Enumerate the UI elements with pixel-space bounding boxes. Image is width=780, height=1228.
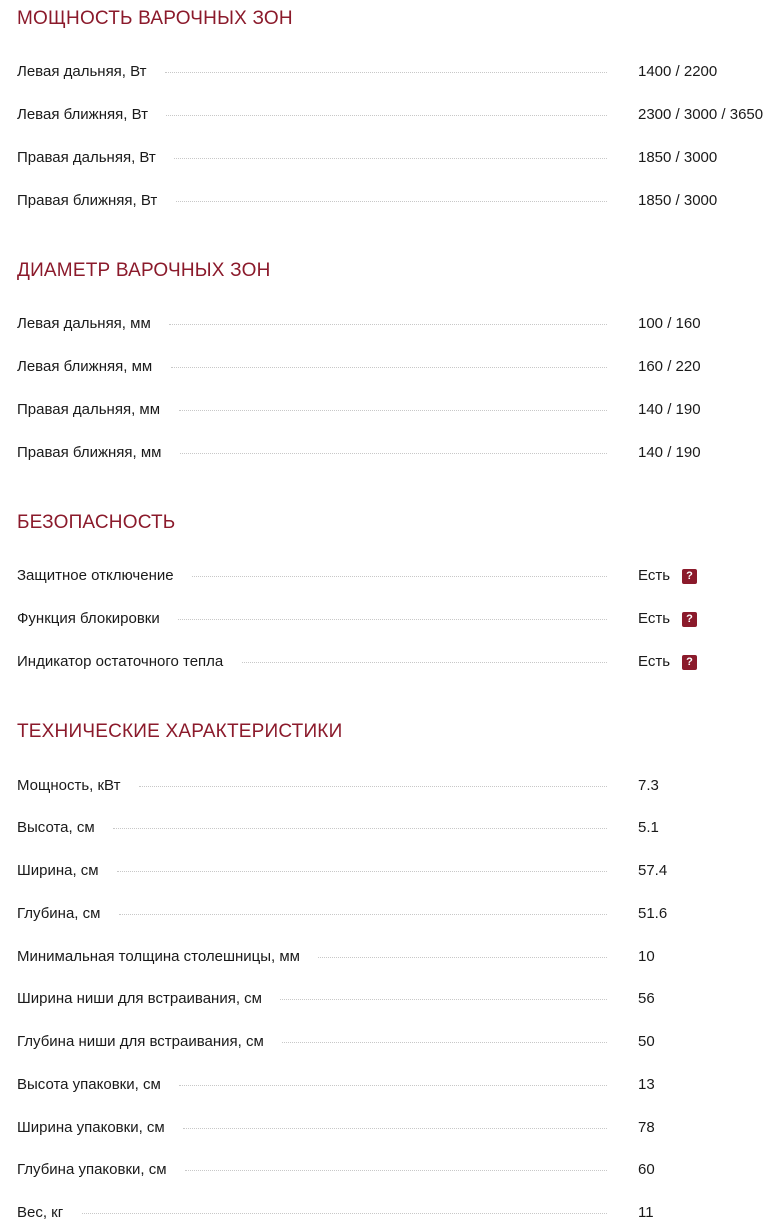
- spec-row: [17, 819, 780, 843]
- spec-label: Индикатор остаточного тепла: [17, 653, 224, 670]
- spec-row: [17, 610, 780, 634]
- spec-value: 11: [638, 1204, 654, 1221]
- spec-value: 56: [638, 990, 655, 1007]
- leader-dots: [183, 1128, 607, 1129]
- leader-dots: [318, 957, 607, 958]
- spec-row: [17, 905, 780, 929]
- spec-label: Левая ближняя, Вт: [17, 106, 148, 123]
- leader-dots: [179, 1085, 607, 1086]
- leader-dots: [165, 72, 607, 73]
- spec-label: Левая дальняя, мм: [17, 315, 151, 332]
- leader-dots: [176, 201, 607, 202]
- spec-row: [17, 106, 780, 130]
- spec-label: Вес, кг: [17, 1204, 64, 1221]
- spec-label: Защитное отключение: [17, 567, 174, 584]
- spec-row: [17, 1033, 780, 1057]
- spec-row: [17, 1161, 780, 1185]
- spec-label: Ширина, см: [17, 862, 99, 879]
- spec-value: 50: [638, 1033, 655, 1050]
- spec-value: 57.4: [638, 862, 668, 879]
- spec-label: Правая ближняя, Вт: [17, 192, 158, 209]
- spec-label: Левая дальняя, Вт: [17, 63, 147, 80]
- spec-row: [17, 1119, 780, 1143]
- leader-dots: [192, 576, 607, 577]
- leader-dots: [185, 1170, 607, 1171]
- spec-row: [17, 567, 780, 591]
- spec-label: Высота, см: [17, 819, 95, 836]
- leader-dots: [242, 662, 607, 663]
- spec-value: 140 / 190: [638, 444, 701, 461]
- spec-row: [17, 862, 780, 886]
- spec-row: [17, 948, 780, 972]
- leader-dots: [180, 453, 607, 454]
- spec-value: 10: [638, 948, 655, 965]
- leader-dots: [178, 619, 607, 620]
- help-icon[interactable]: ?: [682, 655, 697, 670]
- spec-value: 1400 / 2200: [638, 63, 718, 80]
- leader-dots: [82, 1213, 607, 1214]
- spec-value: 7.3: [638, 777, 659, 794]
- section-title-diameter: ДИАМЕТР ВАРОЧНЫХ ЗОН: [17, 260, 271, 281]
- spec-value: Есть: [638, 610, 671, 627]
- spec-row: [17, 990, 780, 1014]
- spec-row: [17, 1076, 780, 1100]
- spec-value: 1850 / 3000: [638, 149, 718, 166]
- spec-label: Глубина ниши для встраивания, см: [17, 1033, 264, 1050]
- leader-dots: [166, 115, 607, 116]
- help-icon[interactable]: ?: [682, 612, 697, 627]
- spec-label: Глубина, см: [17, 905, 101, 922]
- leader-dots: [282, 1042, 607, 1043]
- spec-value: 140 / 190: [638, 401, 701, 418]
- section-title-safety: БЕЗОПАСНОСТЬ: [17, 512, 176, 533]
- section-title-power: МОЩНОСТЬ ВАРОЧНЫХ ЗОН: [17, 8, 293, 29]
- section-title-technical: ТЕХНИЧЕСКИЕ ХАРАКТЕРИСТИКИ: [17, 721, 343, 742]
- spec-label: Минимальная толщина столешницы, мм: [17, 948, 300, 965]
- spec-label: Правая дальняя, мм: [17, 401, 161, 418]
- spec-label: Ширина ниши для встраивания, см: [17, 990, 262, 1007]
- spec-label: Мощность, кВт: [17, 777, 121, 794]
- spec-row: [17, 149, 780, 173]
- spec-label: Правая ближняя, мм: [17, 444, 162, 461]
- leader-dots: [119, 914, 607, 915]
- spec-row: [17, 653, 780, 677]
- spec-row: [17, 1204, 780, 1228]
- spec-row: [17, 192, 780, 216]
- spec-value: 1850 / 3000: [638, 192, 718, 209]
- spec-label: Левая ближняя, мм: [17, 358, 153, 375]
- leader-dots: [174, 158, 607, 159]
- leader-dots: [139, 786, 607, 787]
- spec-row: [17, 401, 780, 425]
- spec-label: Высота упаковки, см: [17, 1076, 161, 1093]
- spec-label: Ширина упаковки, см: [17, 1119, 165, 1136]
- spec-label: Глубина упаковки, см: [17, 1161, 167, 1178]
- leader-dots: [169, 324, 607, 325]
- spec-value: 2300 / 3000 / 3650: [638, 106, 764, 123]
- spec-value: 51.6: [638, 905, 668, 922]
- spec-value: 100 / 160: [638, 315, 701, 332]
- leader-dots: [179, 410, 607, 411]
- spec-label: Функция блокировки: [17, 610, 160, 627]
- spec-label: Правая дальняя, Вт: [17, 149, 156, 166]
- spec-row: [17, 63, 780, 87]
- spec-value: Есть: [638, 653, 671, 670]
- spec-row: [17, 777, 780, 801]
- spec-row: [17, 358, 780, 382]
- spec-row: [17, 315, 780, 339]
- spec-value: 160 / 220: [638, 358, 701, 375]
- leader-dots: [113, 828, 607, 829]
- spec-value: 78: [638, 1119, 655, 1136]
- leader-dots: [117, 871, 607, 872]
- spec-value: 5.1: [638, 819, 659, 836]
- leader-dots: [171, 367, 607, 368]
- spec-value: Есть: [638, 567, 671, 584]
- help-icon[interactable]: ?: [682, 569, 697, 584]
- leader-dots: [280, 999, 607, 1000]
- spec-value: 13: [638, 1076, 655, 1093]
- spec-value: 60: [638, 1161, 655, 1178]
- spec-row: [17, 444, 780, 468]
